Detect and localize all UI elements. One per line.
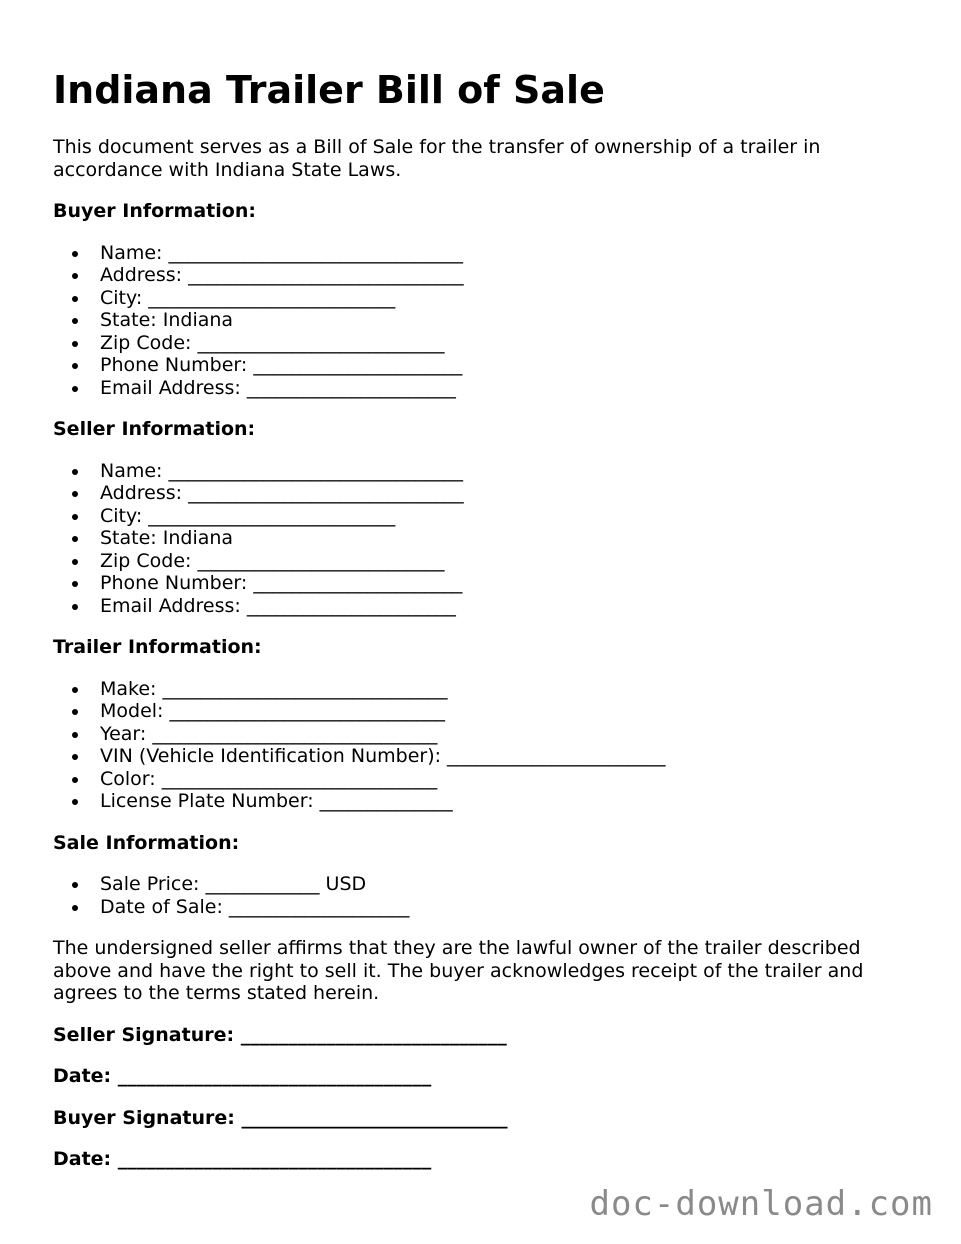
trailer-model-field: Model: _____________________________ xyxy=(100,700,913,723)
watermark: doc-download.com xyxy=(589,1184,933,1224)
sale-field-list xyxy=(53,873,913,918)
sale-date-field: Date of Sale: ___________________ xyxy=(100,896,913,919)
buyer-name-field: Name: _______________________________ xyxy=(100,242,913,265)
seller-field-list xyxy=(53,460,913,618)
seller-email-field: Email Address: ______________________ xyxy=(100,595,913,618)
trailer-plate-field: License Plate Number: ______________ xyxy=(100,790,913,813)
seller-state-field: State: Indiana xyxy=(100,527,913,550)
seller-phone-field: Phone Number: ______________________ xyxy=(100,572,913,595)
buyer-state-field: State: Indiana xyxy=(100,309,913,332)
seller-date-line: Date: _________________________________ xyxy=(53,1065,432,1087)
trailer-field-list xyxy=(53,678,913,813)
buyer-signature-line: Buyer Signature: ____________________________ xyxy=(53,1106,508,1129)
seller-name-field: Name: _______________________________ xyxy=(100,460,913,483)
trailer-vin-field: VIN (Vehicle Identification Number): _______________________ xyxy=(100,745,913,768)
trailer-year-field: Year: ______________________________ xyxy=(100,723,913,746)
intro-paragraph: This document serves as a Bill of Sale for the transfer of ownership of a trailer in accordance with Indiana State Laws. xyxy=(53,136,821,181)
buyer-field-list xyxy=(53,242,913,400)
trailer-color-field: Color: _____________________________ xyxy=(100,768,913,791)
buyer-section-heading: Buyer Information: xyxy=(53,200,256,222)
document-page xyxy=(53,62,913,1190)
affirmation-paragraph: The undersigned seller affirms that they are the lawful owner of the trailer described above and have the right to sell it. The buyer acknowledges receipt of the trailer and agrees to the terms stated herein. xyxy=(53,937,864,1004)
buyer-email-field: Email Address: ______________________ xyxy=(100,377,913,400)
seller-address-field: Address: _____________________________ xyxy=(100,482,913,505)
buyer-phone-field: Phone Number: ______________________ xyxy=(100,354,913,377)
sale-section-heading: Sale Information: xyxy=(53,831,240,854)
buyer-date-line: Date: _________________________________ xyxy=(53,1148,432,1170)
sale-price-field: Sale Price: ____________ USD xyxy=(100,873,913,896)
trailer-make-field: Make: ______________________________ xyxy=(100,678,913,701)
buyer-zip-field: Zip Code: __________________________ xyxy=(100,332,913,355)
seller-city-field: City: __________________________ xyxy=(100,505,913,528)
seller-signature-line: Seller Signature: ____________________________ xyxy=(53,1023,507,1046)
seller-zip-field: Zip Code: __________________________ xyxy=(100,550,913,573)
buyer-city-field: City: __________________________ xyxy=(100,287,913,310)
trailer-section-heading: Trailer Information: xyxy=(53,636,262,658)
buyer-address-field: Address: _____________________________ xyxy=(100,264,913,287)
seller-section-heading: Seller Information: xyxy=(53,418,256,440)
document-title: Indiana Trailer Bill of Sale xyxy=(53,68,605,112)
